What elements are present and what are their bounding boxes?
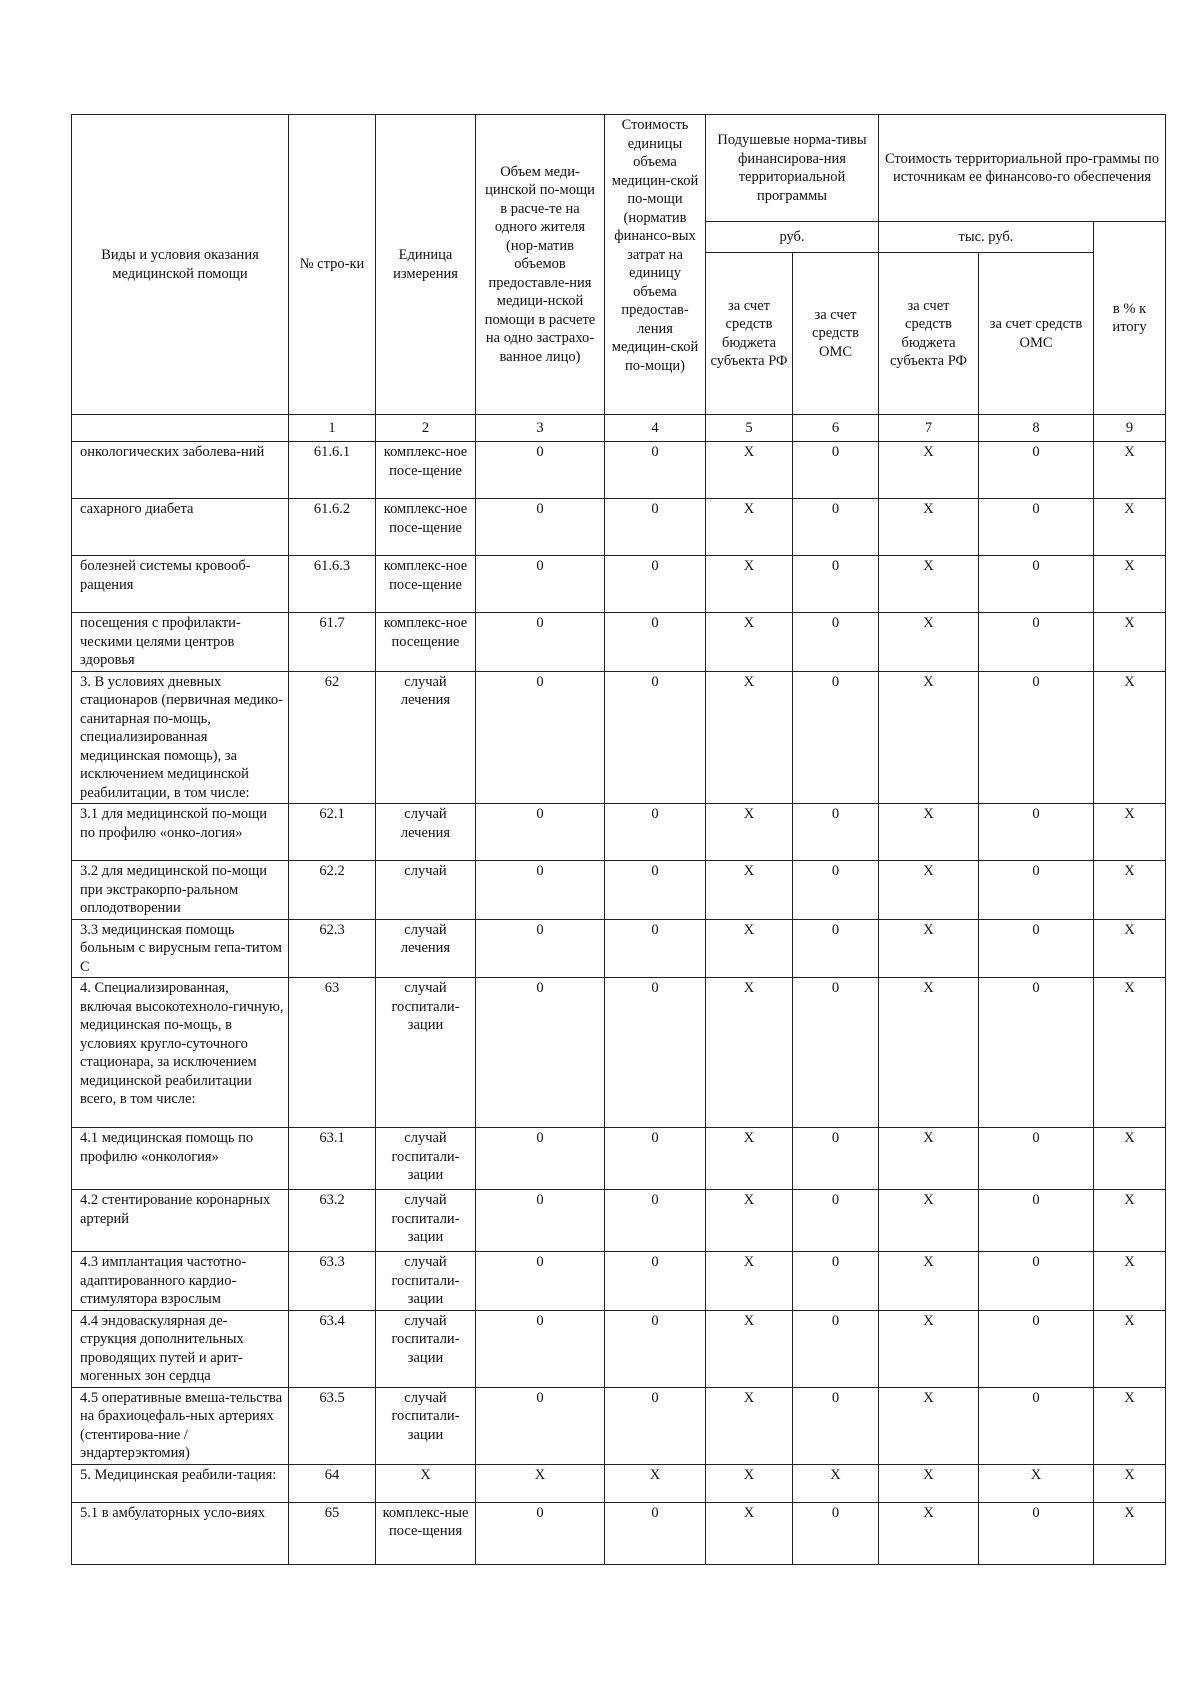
territorial-budget-cell: Х (879, 1387, 979, 1464)
row-unit: случай госпитали-зации (376, 1387, 476, 1464)
per-capita-budget-cell: Х (706, 499, 793, 556)
territorial-budget-cell: Х (879, 1252, 979, 1311)
col-number: 3 (476, 415, 605, 442)
row-number: 62.3 (289, 919, 376, 978)
territorial-oms-cell: 0 (979, 442, 1094, 499)
cost-cell: 0 (605, 861, 706, 920)
row-number: 63.4 (289, 1310, 376, 1387)
per-capita-oms-cell: 0 (793, 919, 879, 978)
percent-cell: Х (1094, 671, 1166, 804)
percent-cell: Х (1094, 804, 1166, 861)
row-number: 61.7 (289, 613, 376, 672)
table-row (72, 804, 1166, 861)
col-number: 1 (289, 415, 376, 442)
row-number: 61.6.3 (289, 556, 376, 613)
territorial-oms-cell: 0 (979, 1310, 1094, 1387)
per-capita-oms-cell: 0 (793, 499, 879, 556)
territorial-oms-cell: 0 (979, 1502, 1094, 1564)
col-number: 9 (1094, 415, 1166, 442)
row-name: 4.3 имплантация частотно-адаптированного кардио-стимулятора взрослым (72, 1252, 289, 1311)
row-name: 3.2 для медицинской по-мощи при экстракорпо-ральном оплодотворении (72, 861, 289, 920)
row-unit: случай госпитали-зации (376, 1310, 476, 1387)
territorial-oms-cell: 0 (979, 1190, 1094, 1252)
percent-cell: Х (1094, 1252, 1166, 1311)
per-capita-oms-cell: 0 (793, 1310, 879, 1387)
row-number: 63.1 (289, 1128, 376, 1190)
table-row (72, 1387, 1166, 1464)
row-number: 61.6.1 (289, 442, 376, 499)
table-row (72, 1252, 1166, 1311)
cost-cell: 0 (605, 1252, 706, 1311)
territorial-oms-cell: 0 (979, 919, 1094, 978)
territorial-oms-cell: 0 (979, 1387, 1094, 1464)
per-capita-oms-cell: 0 (793, 1387, 879, 1464)
per-capita-oms-cell: 0 (793, 861, 879, 920)
volume-cell: 0 (476, 442, 605, 499)
row-number: 62.1 (289, 804, 376, 861)
cost-cell: 0 (605, 978, 706, 1128)
table-row (72, 1190, 1166, 1252)
cost-cell: 0 (605, 613, 706, 672)
volume-cell: 0 (476, 613, 605, 672)
col-number: 5 (706, 415, 793, 442)
territorial-oms-cell: 0 (979, 978, 1094, 1128)
territorial-budget-cell: Х (879, 1128, 979, 1190)
territorial-budget-cell: Х (879, 671, 979, 804)
per-capita-oms-cell: 0 (793, 1190, 879, 1252)
row-number: 63.2 (289, 1190, 376, 1252)
per-capita-budget-cell: Х (706, 556, 793, 613)
per-capita-oms-cell: Х (793, 1464, 879, 1502)
per-capita-budget-cell: Х (706, 1502, 793, 1564)
cost-cell: 0 (605, 556, 706, 613)
per-capita-budget-cell: Х (706, 1310, 793, 1387)
row-name: 4.4 эндоваскулярная де-струкция дополнительных проводящих путей и арит-могенных зон сердца (72, 1310, 289, 1387)
cost-cell: 0 (605, 1387, 706, 1464)
territorial-budget-cell: Х (879, 1464, 979, 1502)
header-budget: за счет средств бюджета субъекта РФ (879, 253, 979, 415)
header-row-no: № стро-ки (289, 115, 376, 415)
header-oms: за счет средств ОМС (979, 253, 1094, 415)
per-capita-budget-cell: Х (706, 1252, 793, 1311)
volume-cell: 0 (476, 1310, 605, 1387)
header-unit-rub: руб. (706, 222, 879, 253)
territorial-budget-cell: Х (879, 919, 979, 978)
territorial-oms-cell: 0 (979, 613, 1094, 672)
cost-cell: 0 (605, 919, 706, 978)
row-number: 63 (289, 978, 376, 1128)
territorial-budget-cell: Х (879, 613, 979, 672)
table-row (72, 861, 1166, 920)
col-number-blank (72, 415, 289, 442)
volume-cell: 0 (476, 861, 605, 920)
per-capita-budget-cell: Х (706, 804, 793, 861)
row-name: сахарного диабета (72, 499, 289, 556)
table-row (72, 556, 1166, 613)
col-number: 8 (979, 415, 1094, 442)
per-capita-budget-cell: Х (706, 1190, 793, 1252)
row-unit: случай госпитали-зации (376, 1252, 476, 1311)
volume-cell: Х (476, 1464, 605, 1502)
row-name: посещения с профилакти-ческими целями центров здоровья (72, 613, 289, 672)
percent-cell: Х (1094, 1387, 1166, 1464)
table-row (72, 442, 1166, 499)
row-unit: случай госпитали-зации (376, 1190, 476, 1252)
percent-cell: Х (1094, 1502, 1166, 1564)
row-unit: случай госпитали-зации (376, 1128, 476, 1190)
row-name: 5. Медицинская реабили-тация: (72, 1464, 289, 1502)
table-row (72, 1310, 1166, 1387)
per-capita-oms-cell: 0 (793, 978, 879, 1128)
territorial-oms-cell: 0 (979, 671, 1094, 804)
cost-cell: 0 (605, 804, 706, 861)
volume-cell: 0 (476, 978, 605, 1128)
row-number: 64 (289, 1464, 376, 1502)
row-unit: случай лечения (376, 804, 476, 861)
percent-cell: Х (1094, 861, 1166, 920)
volume-cell: 0 (476, 1502, 605, 1564)
territorial-oms-cell: 0 (979, 1128, 1094, 1190)
percent-cell: Х (1094, 919, 1166, 978)
per-capita-budget-cell: Х (706, 671, 793, 804)
cost-cell: Х (605, 1464, 706, 1502)
per-capita-oms-cell: 0 (793, 556, 879, 613)
header-territorial-cost: Стоимость территориальной про-граммы по источникам ее финансово-го обеспечения (879, 115, 1166, 222)
row-name: 4.2 стентирование коронарных артерий (72, 1190, 289, 1252)
row-unit: комплекс-ное посе-щение (376, 556, 476, 613)
row-name: 5.1 в амбулаторных усло-виях (72, 1502, 289, 1564)
volume-cell: 0 (476, 671, 605, 804)
territorial-budget-cell: Х (879, 978, 979, 1128)
row-name: 4. Специализированная, включая высокотехноло-гичную, медицинская по-мощь, в условиях кругло-суточного стационара, за исключением медицинской реабилитации всего, в том числе: (72, 978, 289, 1128)
row-number: 61.6.2 (289, 499, 376, 556)
per-capita-oms-cell: 0 (793, 804, 879, 861)
per-capita-budget-cell: Х (706, 1387, 793, 1464)
percent-cell: Х (1094, 1190, 1166, 1252)
table-row (72, 499, 1166, 556)
cost-cell: 0 (605, 442, 706, 499)
percent-cell: Х (1094, 978, 1166, 1128)
row-name: 4.1 медицинская помощь по профилю «онкология» (72, 1128, 289, 1190)
per-capita-oms-cell: 0 (793, 1252, 879, 1311)
percent-cell: Х (1094, 442, 1166, 499)
volume-cell: 0 (476, 1387, 605, 1464)
header-budget: за счет средств бюджета субъекта РФ (706, 253, 793, 415)
header-per-capita: Подушевые норма-тивы финансирова-ния территориальной программы (706, 115, 879, 222)
header-view: Виды и условия оказания медицинской помощи (72, 115, 289, 415)
row-unit: комплекс-ное посе-щение (376, 442, 476, 499)
table-row (72, 671, 1166, 804)
territorial-budget-cell: Х (879, 1190, 979, 1252)
percent-cell: Х (1094, 556, 1166, 613)
row-name: 3.3 медицинская помощь больным с вирусным гепа-титом С (72, 919, 289, 978)
volume-cell: 0 (476, 804, 605, 861)
percent-cell: Х (1094, 499, 1166, 556)
row-name: 3. В условиях дневных стационаров (первичная медико-санитарная по-мощь, специализированная медицинская помощь), за исключением медицинской реабилитации, в том числе: (72, 671, 289, 804)
territorial-budget-cell: Х (879, 499, 979, 556)
cost-cell: 0 (605, 1502, 706, 1564)
table-body (72, 442, 1166, 1565)
row-unit: комплекс-ное посещение (376, 613, 476, 672)
row-number: 62.2 (289, 861, 376, 920)
territorial-budget-cell: Х (879, 804, 979, 861)
header-unit-thousand-rub: тыс. руб. (879, 222, 1094, 253)
territorial-budget-cell: Х (879, 1310, 979, 1387)
row-number: 63.5 (289, 1387, 376, 1464)
table-row (72, 978, 1166, 1128)
row-unit: случай лечения (376, 919, 476, 978)
col-number: 7 (879, 415, 979, 442)
cost-cell: 0 (605, 1128, 706, 1190)
per-capita-oms-cell: 0 (793, 442, 879, 499)
per-capita-budget-cell: Х (706, 1128, 793, 1190)
per-capita-budget-cell: Х (706, 613, 793, 672)
row-name: 4.5 оперативные вмеша-тельства на брахиоцефаль-ных артериях (стентирова-ние / эндартерэктомия) (72, 1387, 289, 1464)
row-name: 3.1 для медицинской по-мощи по профилю «онко-логия» (72, 804, 289, 861)
row-unit: Х (376, 1464, 476, 1502)
cost-cell: 0 (605, 1190, 706, 1252)
territorial-oms-cell: 0 (979, 861, 1094, 920)
territorial-budget-cell: Х (879, 1502, 979, 1564)
percent-cell: Х (1094, 1310, 1166, 1387)
territorial-budget-cell: Х (879, 442, 979, 499)
financing-table (71, 114, 1166, 1565)
per-capita-oms-cell: 0 (793, 671, 879, 804)
per-capita-budget-cell: Х (706, 1464, 793, 1502)
volume-cell: 0 (476, 1190, 605, 1252)
volume-cell: 0 (476, 499, 605, 556)
row-unit: случай госпитали-зации (376, 978, 476, 1128)
percent-cell: Х (1094, 1128, 1166, 1190)
per-capita-oms-cell: 0 (793, 1128, 879, 1190)
col-number: 4 (605, 415, 706, 442)
row-number: 62 (289, 671, 376, 804)
per-capita-oms-cell: 0 (793, 613, 879, 672)
col-number: 6 (793, 415, 879, 442)
row-unit: случай лечения (376, 671, 476, 804)
row-unit: комплекс-ное посе-щение (376, 499, 476, 556)
cost-cell: 0 (605, 671, 706, 804)
volume-cell: 0 (476, 1128, 605, 1190)
cost-cell: 0 (605, 499, 706, 556)
row-number: 65 (289, 1502, 376, 1564)
cost-cell: 0 (605, 1310, 706, 1387)
territorial-oms-cell: 0 (979, 556, 1094, 613)
table-row (72, 919, 1166, 978)
header-volume: Объем меди-цинской по-мощи в расче-те на одного жителя (нор-матив объемов предоставле-ния медици-нской помощи в расчете на одно застрахо-ванное лицо) (476, 115, 605, 415)
per-capita-oms-cell: 0 (793, 1502, 879, 1564)
territorial-oms-cell: 0 (979, 1252, 1094, 1311)
territorial-oms-cell: Х (979, 1464, 1094, 1502)
col-number: 2 (376, 415, 476, 442)
row-number: 63.3 (289, 1252, 376, 1311)
per-capita-budget-cell: Х (706, 442, 793, 499)
header-percent: в % к итогу (1094, 222, 1166, 415)
territorial-oms-cell: 0 (979, 804, 1094, 861)
header-oms: за счет средств ОМС (793, 253, 879, 415)
territorial-budget-cell: Х (879, 556, 979, 613)
volume-cell: 0 (476, 919, 605, 978)
volume-cell: 0 (476, 556, 605, 613)
header-unit: Единица измерения (376, 115, 476, 415)
table-row (72, 1464, 1166, 1502)
table-row (72, 613, 1166, 672)
header-cost: Стоимость единицы объема медицин-ской по-мощи (норматив финансо-вых затрат на единицу объема предостав-ления медицин-ской по-мощи) (605, 115, 706, 415)
table-row (72, 1502, 1166, 1564)
territorial-oms-cell: 0 (979, 499, 1094, 556)
row-unit: комплекс-ные посе-щения (376, 1502, 476, 1564)
row-name: болезней системы кровооб-ращения (72, 556, 289, 613)
per-capita-budget-cell: Х (706, 978, 793, 1128)
per-capita-budget-cell: Х (706, 861, 793, 920)
row-name: онкологических заболева-ний (72, 442, 289, 499)
territorial-budget-cell: Х (879, 861, 979, 920)
row-unit: случай (376, 861, 476, 920)
volume-cell: 0 (476, 1252, 605, 1311)
percent-cell: Х (1094, 1464, 1166, 1502)
percent-cell: Х (1094, 613, 1166, 672)
table-row (72, 1128, 1166, 1190)
per-capita-budget-cell: Х (706, 919, 793, 978)
